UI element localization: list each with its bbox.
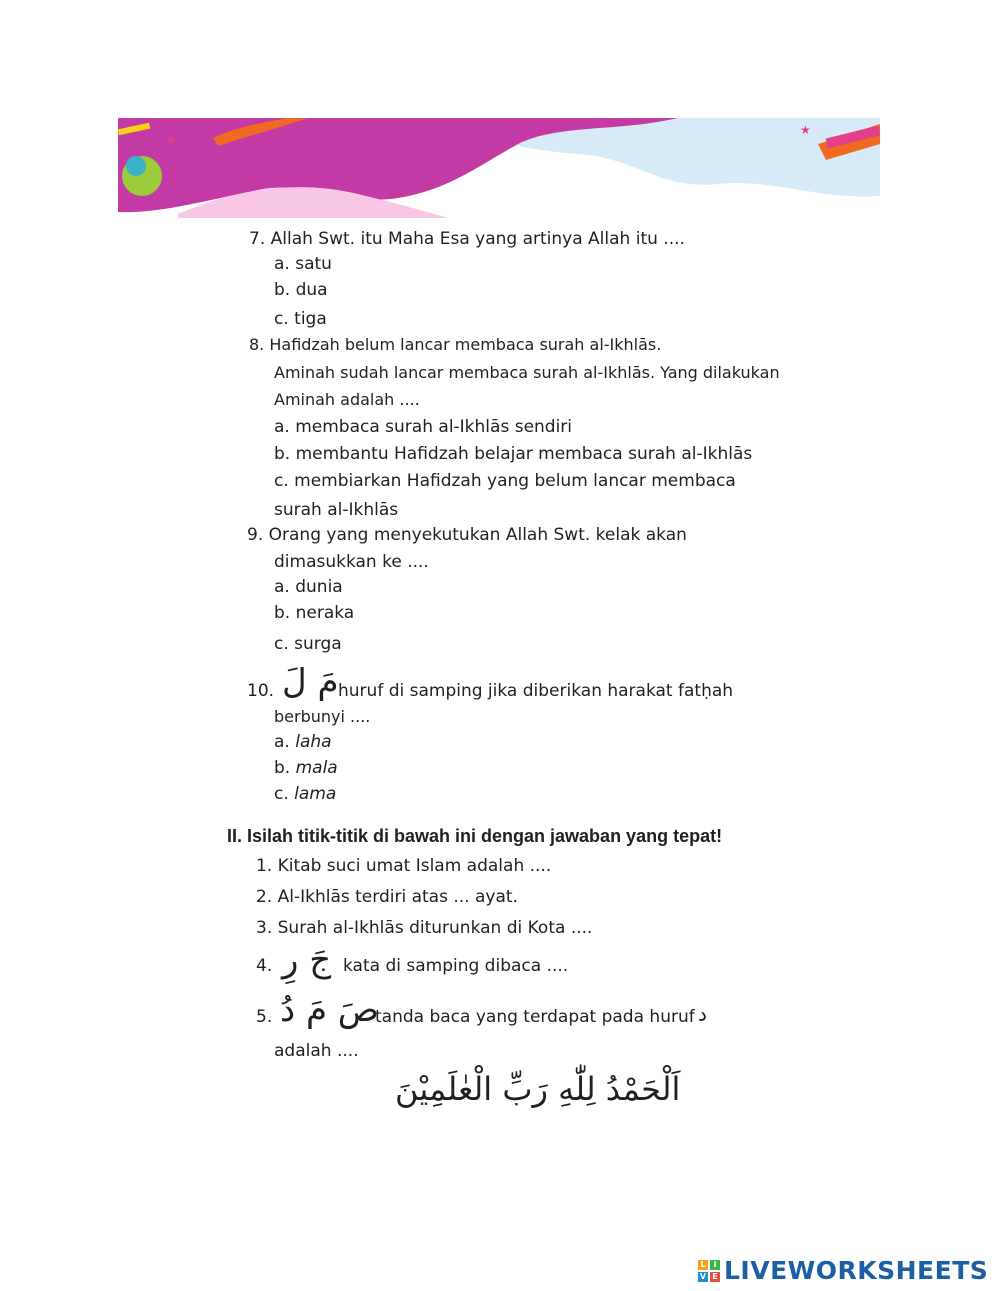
q10-arabic-letters: مَ لَ	[282, 662, 339, 702]
q7-option-c: c. tiga	[274, 309, 327, 329]
q9-option-a: a. dunia	[274, 577, 343, 597]
s2-item-2: 2. Al-Ikhlās terdiri atas ... ayat.	[256, 887, 518, 907]
question-7: 7. Allah Swt. itu Maha Esa yang artinya Allah itu ....	[249, 229, 685, 249]
q8-option-c-cont: surah al-Ikhlās	[274, 500, 399, 520]
q10-option-b: b. mala	[274, 758, 338, 778]
liveworksheets-text: LIVEWORKSHEETS	[724, 1256, 989, 1285]
question-10-line-2: berbunyi ....	[274, 707, 371, 726]
question-8-line-2: Aminah sudah lancar membaca surah al-Ikhlās. Yang dilakukan	[274, 363, 780, 382]
s2-item-4-number: 4.	[256, 956, 273, 976]
s2-item-3: 3. Surah al-Ikhlās diturunkan di Kota ....	[256, 918, 593, 938]
s2-item-5-text: tanda baca yang terdapat pada huruf	[375, 1007, 695, 1027]
s2-item-5-letter: د	[698, 1002, 707, 1026]
question-8: 8. Hafidzah belum lancar membaca surah al-Ikhlās.	[249, 335, 662, 354]
question-9-line-2: dimasukkan ke ....	[274, 552, 429, 572]
s2-item-5-arabic: صَ مَ دُ	[280, 990, 379, 1030]
q9-option-c: c. surga	[274, 634, 342, 654]
svg-text:★: ★	[166, 133, 177, 147]
liveworksheets-logo-icon: L I V E	[698, 1260, 720, 1282]
banner-teal-circle	[126, 156, 146, 176]
section-2-title: II. Isilah titik-titik di bawah ini dengan jawaban yang tepat!	[227, 826, 723, 846]
q7-option-a: a. satu	[274, 254, 332, 274]
liveworksheets-watermark	[698, 1256, 988, 1285]
s2-item-4-text: kata di samping dibaca ....	[343, 956, 569, 976]
q8-option-a: a. membaca surah al-Ikhlās sendiri	[274, 417, 573, 437]
s2-item-5-text-2: adalah ....	[274, 1041, 359, 1061]
s2-item-4-arabic: جَ رِ	[282, 940, 332, 980]
s2-item-1: 1. Kitab suci umat Islam adalah ....	[256, 856, 552, 876]
q8-option-c: c. membiarkan Hafidzah yang belum lancar membaca	[274, 471, 736, 491]
q10-option-a: a. laha	[274, 732, 332, 752]
q9-option-b: b. neraka	[274, 603, 355, 623]
question-8-line-3: Aminah adalah ....	[274, 390, 420, 409]
q7-option-b: b. dua	[274, 280, 328, 300]
question-10-number: 10.	[247, 681, 275, 701]
q10-option-c: c. lama	[274, 784, 337, 804]
svg-text:★: ★	[800, 123, 811, 137]
closing-arabic-phrase: اَلْحَمْدُ لِلّٰهِ رَبِّ الْعٰلَمِيْنَ	[395, 1070, 681, 1108]
s2-item-5-number: 5.	[256, 1007, 273, 1027]
header-banner	[118, 118, 880, 218]
q8-option-b: b. membantu Hafidzah belajar membaca surah al-Ikhlās	[274, 444, 753, 464]
question-10-text: huruf di samping jika diberikan harakat fatḥah	[338, 681, 734, 701]
question-9: 9. Orang yang menyekutukan Allah Swt. kelak akan	[247, 525, 687, 545]
